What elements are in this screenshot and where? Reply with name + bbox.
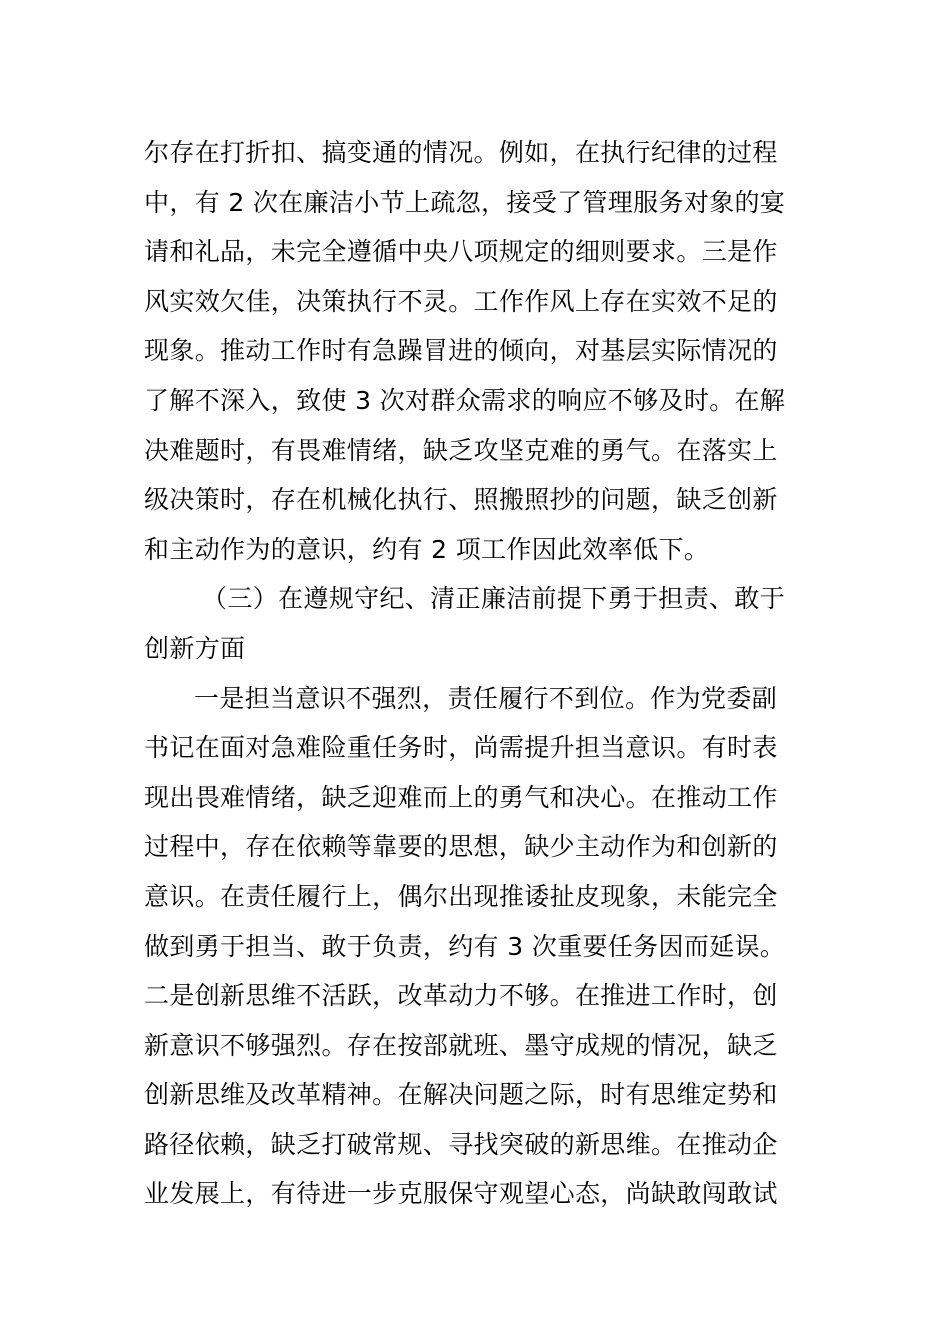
- text-line: 新意识不够强烈。存在按部就班、墨守成规的情况，缺乏: [144, 1030, 778, 1060]
- text-line: 现出畏难情绪，缺乏迎难而上的勇气和决心。在推动工作: [144, 782, 778, 812]
- text-line: 级决策时，存在机械化执行、照搬照抄的问题，缺乏创新: [144, 485, 778, 515]
- text-line: 业发展上，有待进一步克服保守观望心态，尚缺敢闯敢试: [144, 1179, 778, 1209]
- text-line: 和主动作为的意识，约有 2 项工作因此效率低下。: [144, 534, 710, 564]
- text-line: 意识。在责任履行上，偶尔出现推诿扯皮现象，未能完全: [144, 881, 778, 911]
- text-line: 决难题时，有畏难情绪，缺乏攻坚克难的勇气。在落实上: [144, 435, 778, 465]
- text-line: 创新思维及改革精神。在解决问题之际，时有思维定势和: [144, 1080, 778, 1110]
- text-line: 书记在面对急难险重任务时，尚需提升担当意识。有时表: [144, 733, 778, 763]
- text-line: 风实效欠佳，决策执行不灵。工作作风上存在实效不足的: [144, 286, 778, 316]
- paragraph-start: 一是担当意识不强烈，责任履行不到位。作为党委副: [194, 683, 778, 713]
- section-heading-continued: 创新方面: [144, 633, 246, 663]
- text-line: 路径依赖，缺乏打破常规、寻找突破的新思维。在推动企: [144, 1129, 778, 1159]
- text-line: 中，有 2 次在廉洁小节上疏忽，接受了管理服务对象的宴: [144, 187, 786, 217]
- text-line: 尔存在打折扣、搞变通的情况。例如，在执行纪律的过程: [144, 138, 778, 167]
- text-line: 过程中，存在依赖等靠要的思想，缺少主动作为和创新的: [144, 832, 778, 862]
- text-line: 请和礼品，未完全遵循中央八项规定的细则要求。三是作: [144, 237, 778, 267]
- text-line: 现象。推动工作时有急躁冒进的倾向，对基层实际情况的: [144, 336, 778, 366]
- text-line: 二是创新思维不活跃，改革动力不够。在推进工作时，创: [144, 981, 778, 1011]
- document-body: [144, 128, 824, 1219]
- text-line: 了解不深入，致使 3 次对群众需求的响应不够及时。在解: [144, 385, 786, 415]
- text-line: 做到勇于担当、敢于负责，约有 3 次重要任务因而延误。: [144, 931, 786, 961]
- section-heading: （三）在遵规守纪、清正廉洁前提下勇于担责、敢于: [202, 584, 786, 614]
